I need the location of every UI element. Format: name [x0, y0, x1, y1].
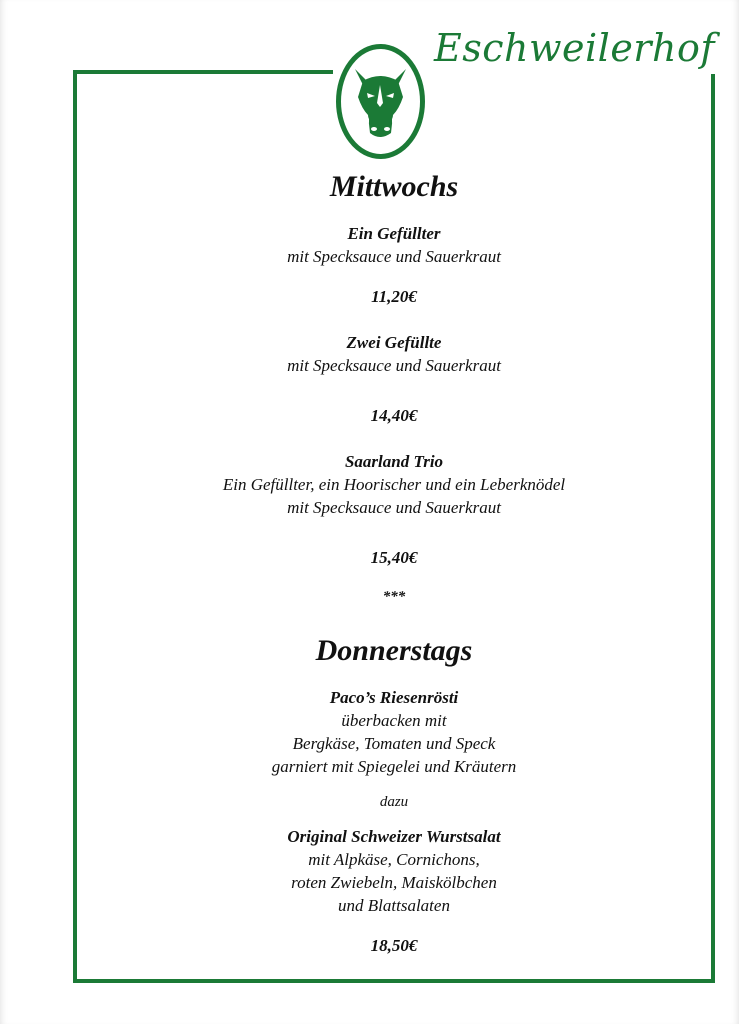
dish-description: roten Zwiebeln, Maiskölbchen: [291, 873, 497, 892]
dish-price: 18,50€: [370, 936, 418, 955]
dish-description: mit Specksauce und Sauerkraut: [287, 356, 501, 375]
dish-description: überbacken mit: [341, 711, 447, 730]
dish-name: Original Schweizer Wurstsalat: [287, 827, 501, 846]
menu-item: [77, 687, 711, 778]
dish-name: Paco’s Riesenrösti: [329, 688, 459, 707]
dish-name: Zwei Gefüllte: [346, 333, 442, 352]
connector-text: dazu: [379, 794, 409, 810]
section-heading-thursday: [77, 629, 711, 673]
dish-name: Saarland Trio: [344, 452, 444, 471]
dish-name: Ein Gefüllter: [347, 224, 441, 243]
dish-price: 11,20€: [371, 287, 417, 306]
dish-price: 14,40€: [370, 406, 418, 425]
dish-description: mit Alpkäse, Cornichons,: [308, 850, 480, 869]
dish-description: Ein Gefüllter, ein Hoorischer und ein Leberknödel: [222, 475, 566, 494]
menu-item: [77, 826, 711, 957]
day-title: Donnerstags: [315, 634, 473, 667]
section-heading-wednesday: [77, 165, 711, 213]
dish-price: 15,40€: [370, 548, 418, 567]
menu-item: [77, 223, 711, 308]
section-separator: ***: [382, 589, 406, 605]
menu-item: [77, 451, 711, 569]
day-title: Mittwochs: [329, 170, 459, 203]
dish-description: garniert mit Spiegelei und Kräutern: [271, 757, 517, 776]
boar-head-icon: [333, 41, 428, 162]
menu-item: [77, 332, 711, 427]
dish-description: und Blattsalaten: [338, 896, 450, 915]
menu-content: [77, 165, 711, 957]
restaurant-name: Eschweilerhof: [428, 22, 724, 74]
dish-description: Bergkäse, Tomaten und Speck: [292, 734, 496, 753]
dish-description: mit Specksauce und Sauerkraut: [287, 247, 501, 266]
dish-description: mit Specksauce und Sauerkraut: [287, 498, 501, 517]
